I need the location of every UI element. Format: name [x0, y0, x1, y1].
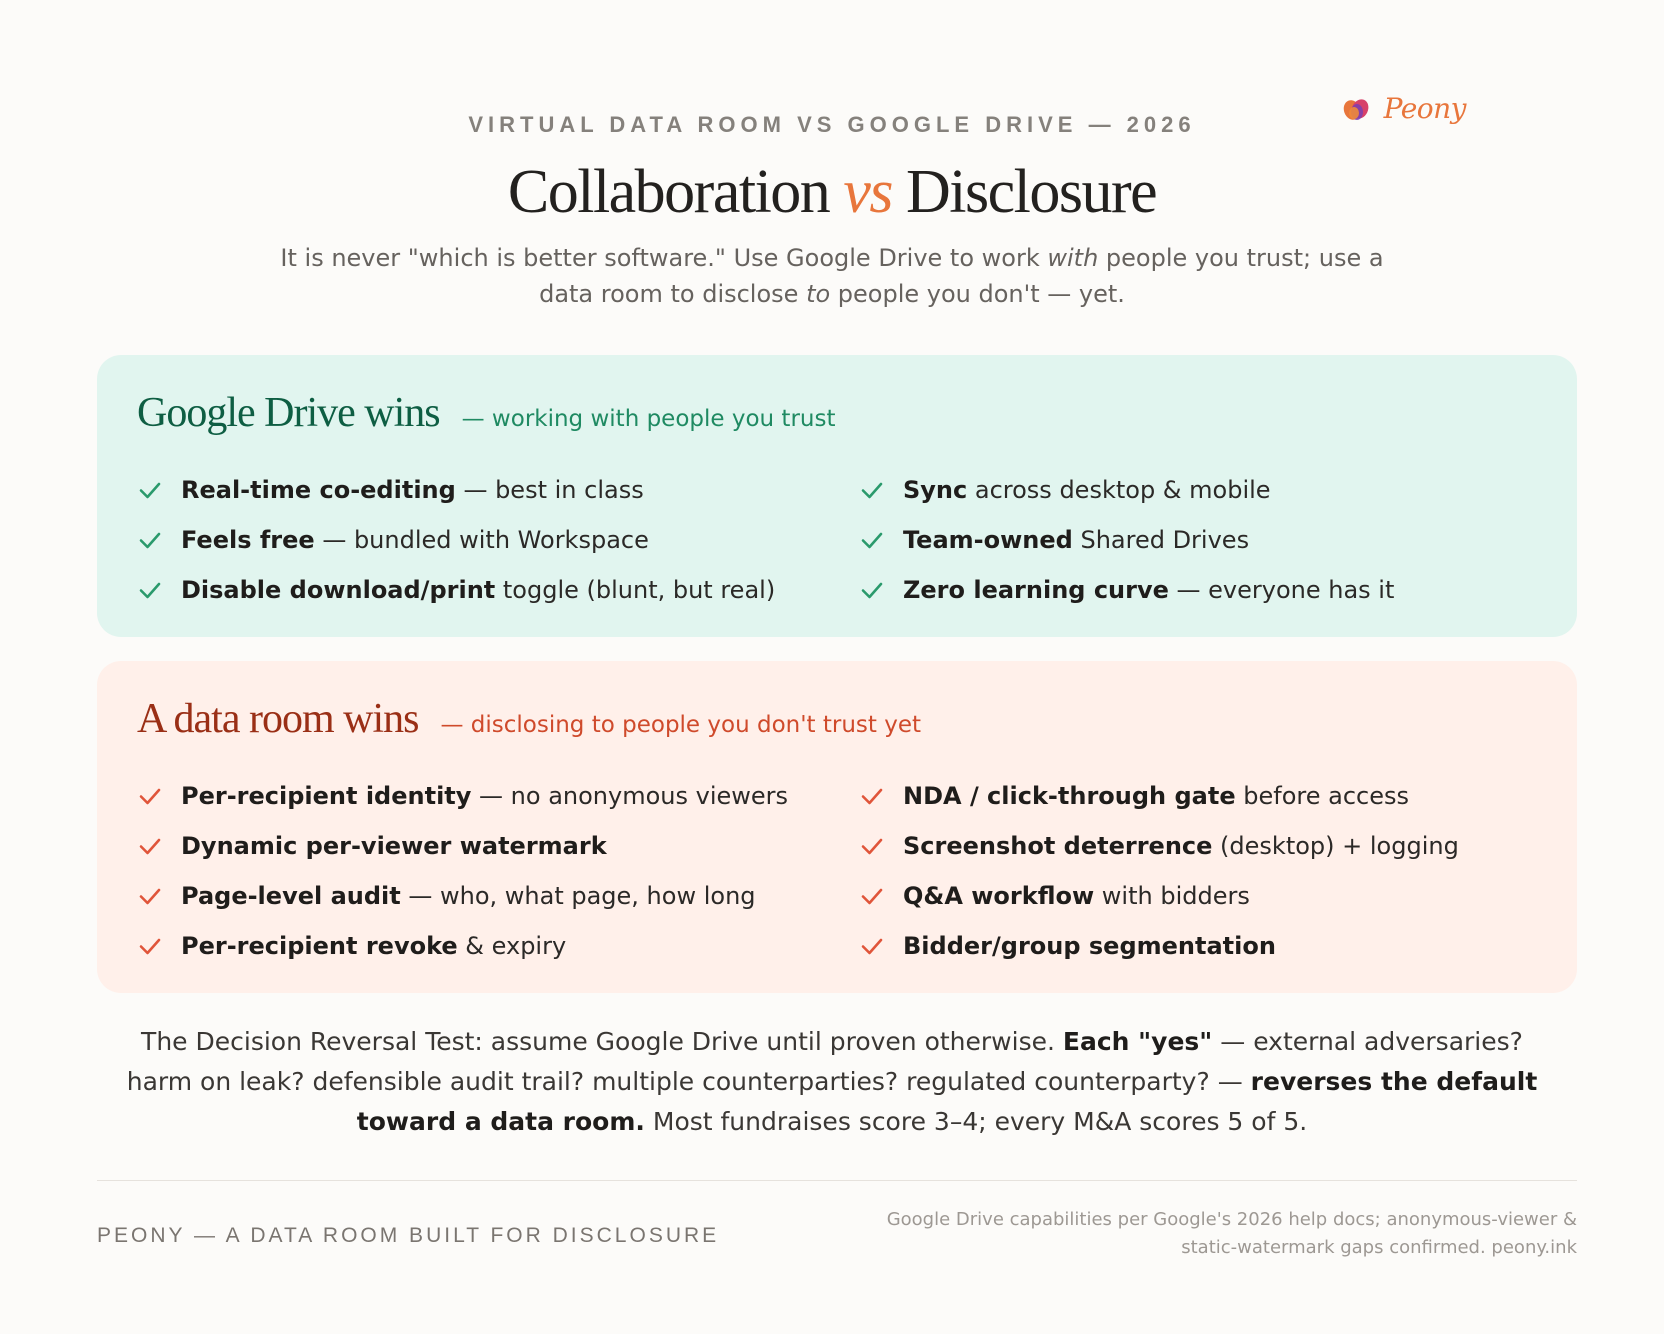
text-run: people you don't — yet. [830, 280, 1125, 308]
feature-name: Q&A workflow [903, 882, 1095, 910]
text-run: people you trust; use a data room to disclose [539, 244, 1384, 308]
title-vs: vs [843, 158, 892, 226]
check-icon [137, 933, 163, 959]
text-run: The Decision Reversal Test: assume Google Drive until proven otherwise. [141, 1027, 1063, 1056]
feature-detail: with bidders [1094, 882, 1250, 910]
panel-title: Google Drive wins [137, 390, 440, 436]
footer-source-line: static-watermark gaps confirmed. peony.ink [1181, 1237, 1577, 1258]
panel-title: A data room wins [137, 696, 419, 742]
check-icon [137, 833, 163, 859]
feature-list [137, 771, 1499, 971]
feature-detail: toggle (blunt, but real) [495, 576, 776, 604]
check-icon [137, 577, 163, 603]
title-right: Disclosure [905, 158, 1157, 226]
page-title [0, 156, 1664, 228]
emphasis-text: with [1047, 244, 1099, 272]
feature-item [137, 871, 859, 921]
feature-name: Page-level audit [181, 882, 401, 910]
check-icon [859, 833, 885, 859]
panel-header [137, 695, 921, 743]
check-icon [859, 527, 885, 553]
page-subtitle [250, 240, 1414, 312]
check-icon [859, 577, 885, 603]
feature-name: Per-recipient identity [181, 782, 472, 810]
feature-item [859, 515, 1499, 565]
feature-item [137, 771, 859, 821]
check-icon [137, 477, 163, 503]
bold-text: reverses the default toward a data room. [356, 1067, 1538, 1136]
feature-detail: — bundled with Workspace [314, 526, 649, 554]
feature-name: Dynamic per-viewer watermark [181, 832, 607, 860]
footer-source-line: Google Drive capabilities per Google's 2026 help docs; anonymous-viewer & [886, 1209, 1577, 1230]
check-icon [859, 883, 885, 909]
feature-name: Disable download/print [181, 576, 496, 604]
feature-detail: — no anonymous viewers [471, 782, 789, 810]
footer-divider [97, 1180, 1577, 1181]
feature-item [137, 565, 859, 615]
title-left: Collaboration [507, 158, 830, 226]
feature-name: NDA / click-through gate [903, 782, 1236, 810]
panel-header [137, 389, 835, 437]
feature-detail: before access [1235, 782, 1409, 810]
bold-text: Each "yes" [1062, 1027, 1213, 1056]
feature-name: Real-time co-editing [181, 476, 456, 504]
feature-detail: (desktop) + logging [1212, 832, 1459, 860]
check-icon [137, 527, 163, 553]
feature-name: Sync [903, 476, 968, 504]
feature-item [859, 565, 1499, 615]
feature-item [137, 465, 859, 515]
feature-name: Screenshot deterrence [903, 832, 1213, 860]
check-icon [859, 783, 885, 809]
check-icon [137, 783, 163, 809]
check-icon [859, 477, 885, 503]
check-icon [137, 883, 163, 909]
feature-item [137, 821, 859, 871]
feature-item [137, 921, 859, 971]
text-run: Most fundraises score 3–4; every M&A scores 5 of 5. [644, 1107, 1308, 1136]
feature-item [859, 871, 1499, 921]
feature-detail: Shared Drives [1072, 526, 1250, 554]
emphasis-text: to [806, 280, 831, 308]
feature-item [859, 465, 1499, 515]
decision-reversal-test [118, 1022, 1546, 1142]
feature-item [137, 515, 859, 565]
google-drive-panel [97, 355, 1577, 637]
feature-item [859, 921, 1499, 971]
feature-name: Per-recipient revoke [181, 932, 458, 960]
feature-detail: — everyone has it [1168, 576, 1395, 604]
panel-subtitle: — disclosing to people you don't trust yet [440, 712, 922, 738]
feature-list [137, 465, 1499, 615]
feature-detail: & expiry [457, 932, 567, 960]
text-run: — external adversaries? harm on leak? defensible audit trail? multiple counterparties? regulated counterparty? — [126, 1027, 1523, 1096]
page-kicker: VIRTUAL DATA ROOM VS GOOGLE DRIVE — 2026 [468, 112, 1196, 137]
feature-item [859, 821, 1499, 871]
feature-detail: across desktop & mobile [967, 476, 1271, 504]
footer-tagline: PEONY — A DATA ROOM BUILT FOR DISCLOSURE [97, 1224, 720, 1247]
feature-item [859, 771, 1499, 821]
text-run: It is never "which is better software." Use Google Drive to work [280, 244, 1048, 272]
panel-subtitle: — working with people you trust [461, 406, 836, 432]
data-room-panel [97, 661, 1577, 993]
brand-name: Peony [1383, 92, 1466, 125]
feature-name: Bidder/group segmentation [903, 932, 1276, 960]
check-icon [859, 933, 885, 959]
footer-source-note [857, 1206, 1577, 1262]
feature-name: Zero learning curve [903, 576, 1169, 604]
feature-detail: — best in class [455, 476, 644, 504]
feature-name: Team-owned [903, 526, 1073, 554]
feature-detail: — who, what page, how long [400, 882, 756, 910]
feature-name: Feels free [181, 526, 315, 554]
